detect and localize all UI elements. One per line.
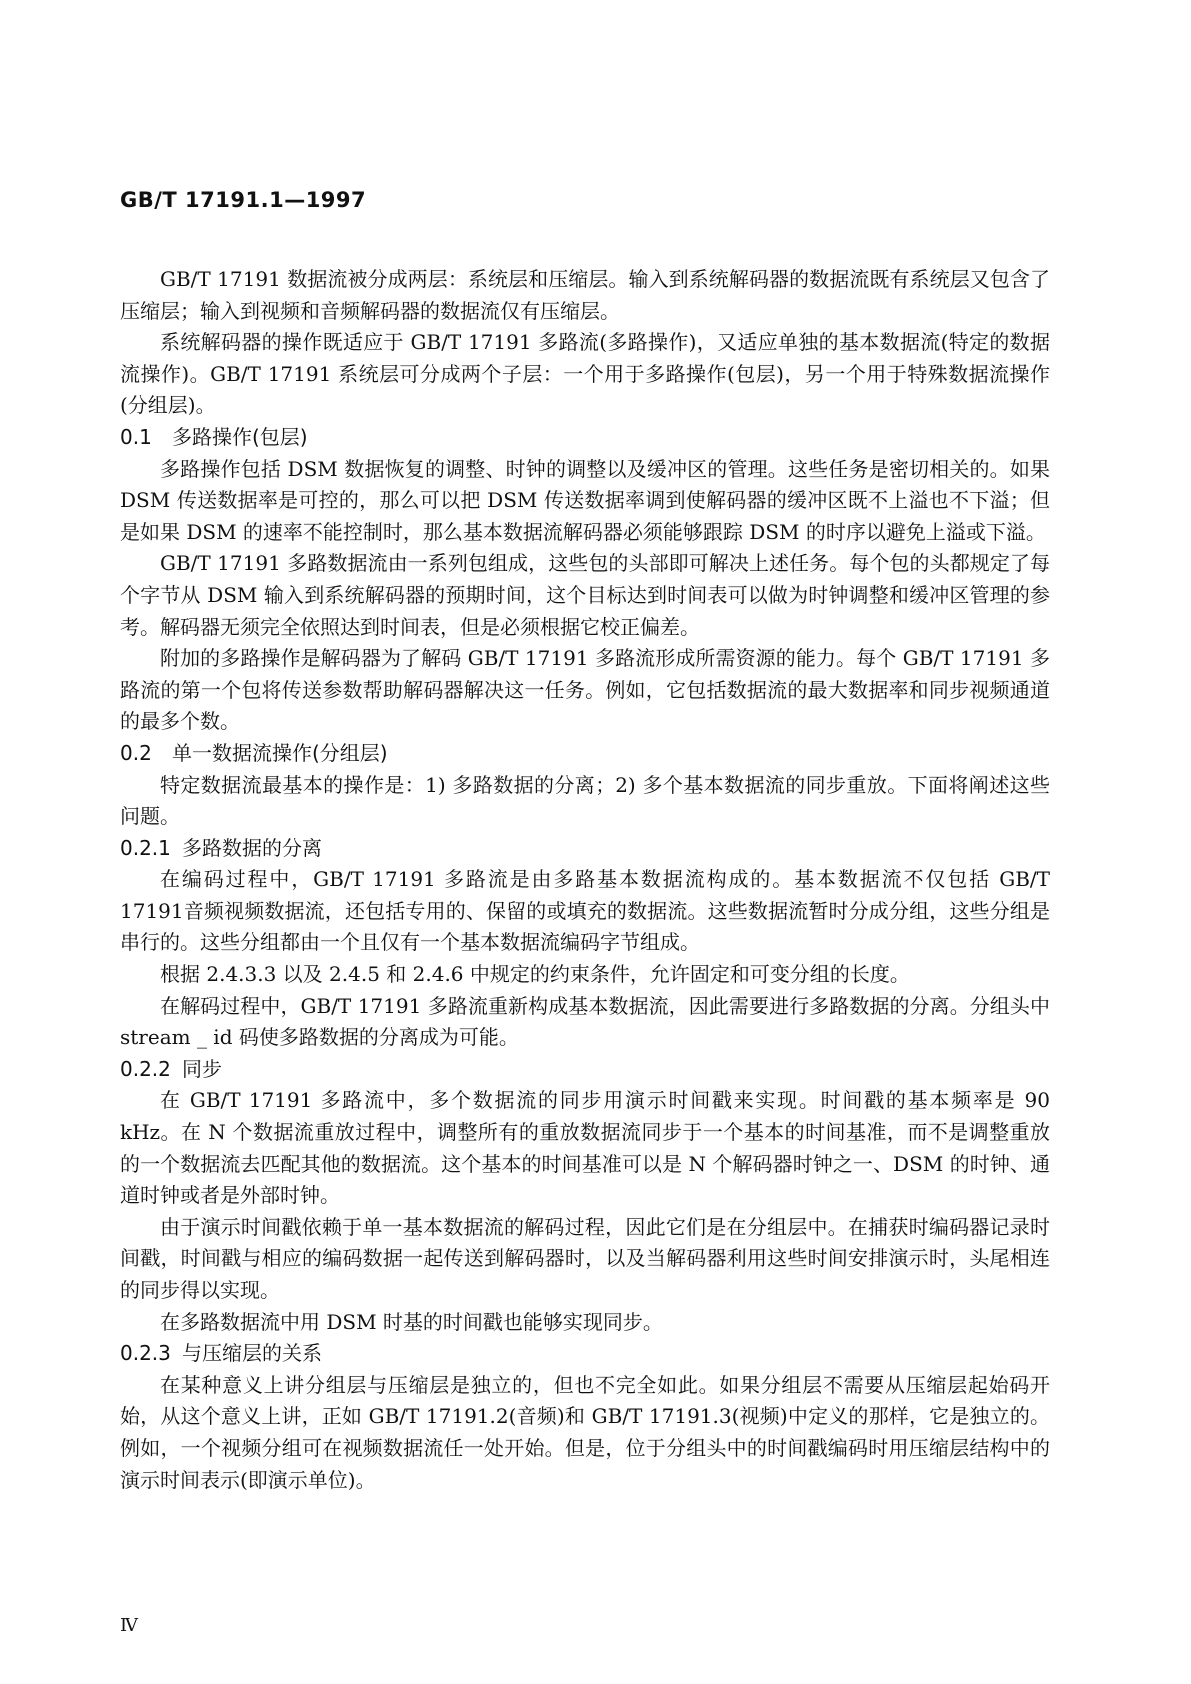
section-number: 0.2.2 [120,1056,171,1081]
section-0-1-paragraph-3: 附加的多路操作是解码器为了解码 GB/T 17191 多路流形成所需资源的能力。每个 GB/T 17191 多路流的第一个包将传送参数帮助解码器解决这一任务。例如，它包括数据流的最大数据率和同步视频通道的最多个数。 [120,646,1050,734]
section-title: 单一数据流操作(分组层) [172,740,388,765]
section-title: 同步 [182,1056,222,1081]
section-0-2-2-paragraph-1: 在 GB/T 17191 多路流中，多个数据流的同步用演示时间戳来实现。时间戳的基本频率是 90 kHz。在 N 个数据流重放过程中，调整所有的重放数据流同步于一个基本的时间基准，而不是调整重放的一个数据流去匹配其他的数据流。这个基本的时间基准可以是 N 个解码器时钟之一、DSM 的时钟、通道时钟或者是外部时钟。 [120,1088,1050,1208]
section-0-2-3-heading [120,1338,1050,1370]
intro-paragraph-1: GB/T 17191 数据流被分成两层：系统层和压缩层。输入到系统解码器的数据流既有系统层又包含了压缩层；输入到视频和音频解码器的数据流仅有压缩层。 [120,267,1050,323]
section-title: 与压缩层的关系 [182,1341,322,1366]
section-number: 0.1 [120,424,152,449]
section-title: 多路数据的分离 [182,835,322,860]
section-0-2-1-heading [120,833,1050,865]
section-0-2-1-paragraph-2: 根据 2.4.3.3 以及 2.4.5 和 2.4.6 中规定的约束条件，允许固定和可变分组的长度。 [160,962,910,987]
section-number: 0.2 [120,740,152,765]
section-0-2-paragraph-1: 特定数据流最基本的操作是：1) 多路数据的分离；2) 多个基本数据流的同步重放。下面将阐述这些问题。 [120,772,1050,829]
section-0-1-heading [120,422,1050,454]
section-number: 0.2.3 [120,1341,171,1366]
section-0-2-2-heading [120,1054,1050,1086]
standard-header: GB/T 17191.1—1997 [120,188,367,212]
section-0-2-2-paragraph-3: 在多路数据流中用 DSM 时基的时间戳也能够实现同步。 [160,1309,663,1334]
section-0-2-1-paragraph-1: 在编码过程中，GB/T 17191 多路流是由多路基本数据流构成的。基本数据流不仅包括 GB/T 17191音频视频数据流，还包括专用的、保留的或填充的数据流。这些数据流暂时分成分组，这些分组是串行的。这些分组都由一个且仅有一个基本数据流编码字节组成。 [120,867,1050,955]
section-0-2-1-paragraph-3: 在解码过程中，GB/T 17191 多路流重新构成基本数据流，因此需要进行多路数据的分离。分组头中 stream _ id 码使多路数据的分离成为可能。 [120,993,1050,1050]
section-0-2-2-paragraph-2: 由于演示时间戳依赖于单一基本数据流的解码过程，因此它们是在分组层中。在捕获时编码器记录时间戳，时间戳与相应的编码数据一起传送到解码器时，以及当解码器利用这些时间安排演示时，头尾相连的同步得以实现。 [120,1214,1050,1302]
section-0-1-paragraph-1: 多路操作包括 DSM 数据恢复的调整、时钟的调整以及缓冲区的管理。这些任务是密切相关的。如果 DSM 传送数据率是可控的，那么可以把 DSM 传送数据率调到使解码器的缓冲区既不上溢也不下溢；但是如果 DSM 的速率不能控制时，那么基本数据流解码器必须能够跟踪 DSM 的时序以避免上溢或下溢。 [120,456,1050,544]
page-number: Ⅳ [120,1615,138,1636]
intro-paragraph-2: 系统解码器的操作既适应于 GB/T 17191 多路流(多路操作)，又适应单独的基本数据流(特定的数据流操作)。GB/T 17191 系统层可分成两个子层：一个用于多路操作(包层)，另一个用于特殊数据流操作(分组层)。 [120,330,1050,418]
section-0-2-heading [120,738,1050,770]
section-0-1-paragraph-2: GB/T 17191 多路数据流由一系列包组成，这些包的头部即可解决上述任务。每个包的头都规定了每个字节从 DSM 输入到系统解码器的预期时间，这个目标达到时间表可以做为时钟调整和缓冲区管理的参考。解码器无须完全依照达到时间表，但是必须根据它校正偏差。 [120,551,1050,639]
document-body [120,264,1050,1496]
section-number: 0.2.1 [120,835,171,860]
section-0-2-3-paragraph-1: 在某种意义上讲分组层与压缩层是独立的，但也不完全如此。如果分组层不需要从压缩层起始码开始，从这个意义上讲，正如 GB/T 17191.2(音频)和 GB/T 17191.3(视频)中定义的那样，它是独立的。例如，一个视频分组可在视频数据流任一处开始。但是，位于分组头中的时间戳编码时用压缩层结构中的演示时间表示(即演示单位)。 [120,1372,1050,1492]
section-title: 多路操作(包层) [172,424,308,449]
